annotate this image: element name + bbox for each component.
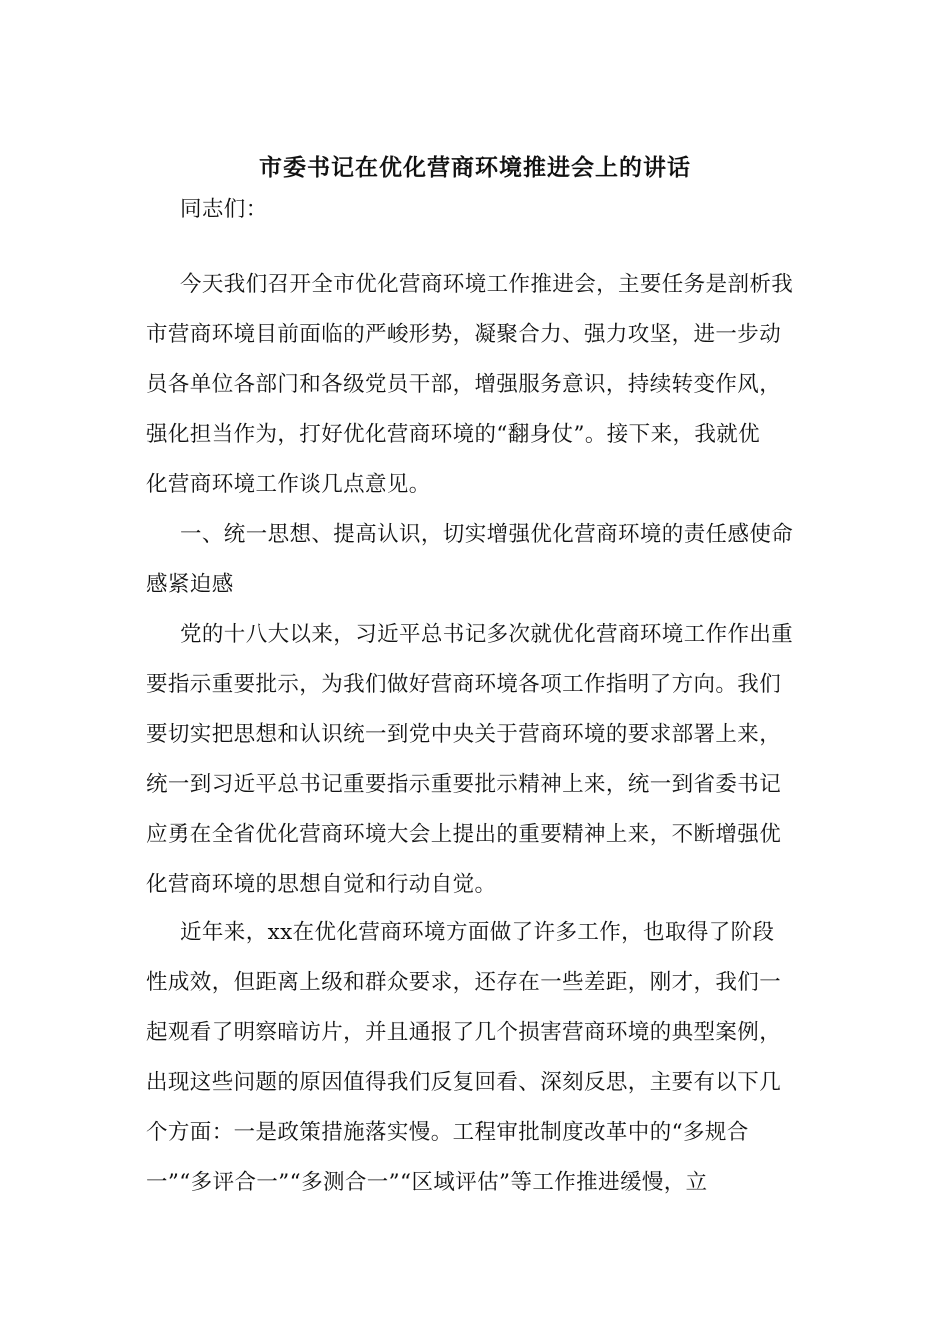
paragraph-line: 性成效，但距离上级和群众要求，还存在一些差距，刚才，我们一 xyxy=(146,970,782,995)
paragraph-line: 要切实把思想和认识统一到党中央关于营商环境的要求部署上来， xyxy=(146,722,782,747)
section-heading-line: 一、统一思想、提高认识，切实增强优化营商环境的责任感使命 xyxy=(180,522,794,547)
paragraph-line: 出现这些问题的原因值得我们反复回看、深刻反思，主要有以下几 xyxy=(146,1070,782,1095)
salutation: 同志们： xyxy=(180,197,268,222)
paragraph-line: 市营商环境目前面临的严峻形势，凝聚合力、强力攻坚，进一步动 xyxy=(146,322,782,347)
section-heading-line: 感紧迫感 xyxy=(146,572,234,597)
document-title: 市委书记在优化营商环境推进会上的讲话 xyxy=(259,154,691,181)
paragraph-line: 近年来，xx在优化营商环境方面做了许多工作，也取得了阶段 xyxy=(180,920,775,945)
paragraph-line: 强化担当作为，打好优化营商环境的“翻身仗”。接下来，我就优 xyxy=(146,422,761,447)
paragraph-line: 要指示重要批示，为我们做好营商环境各项工作指明了方向。我们 xyxy=(146,672,782,697)
paragraph-line: 一”“多评合一”“多测合一”“区域评估”等工作推进缓慢，立 xyxy=(146,1170,708,1195)
paragraph-line: 党的十八大以来，习近平总书记多次就优化营商环境工作作出重 xyxy=(180,622,794,647)
paragraph-line: 个方面：一是政策措施落实慢。工程审批制度改革中的“多规合 xyxy=(146,1120,749,1145)
paragraph-line: 统一到习近平总书记重要指示重要批示精神上来，统一到省委书记 xyxy=(146,772,782,797)
paragraph-line: 员各单位各部门和各级党员干部，增强服务意识，持续转变作风， xyxy=(146,372,782,397)
paragraph-line: 起观看了明察暗访片，并且通报了几个损害营商环境的典型案例， xyxy=(146,1020,782,1045)
paragraph-line: 化营商环境的思想自觉和行动自觉。 xyxy=(146,872,497,897)
paragraph-line: 化营商环境工作谈几点意见。 xyxy=(146,472,431,497)
paragraph-line: 应勇在全省优化营商环境大会上提出的重要精神上来，不断增强优 xyxy=(146,822,782,847)
paragraph-line: 今天我们召开全市优化营商环境工作推进会，主要任务是剖析我 xyxy=(180,272,794,297)
